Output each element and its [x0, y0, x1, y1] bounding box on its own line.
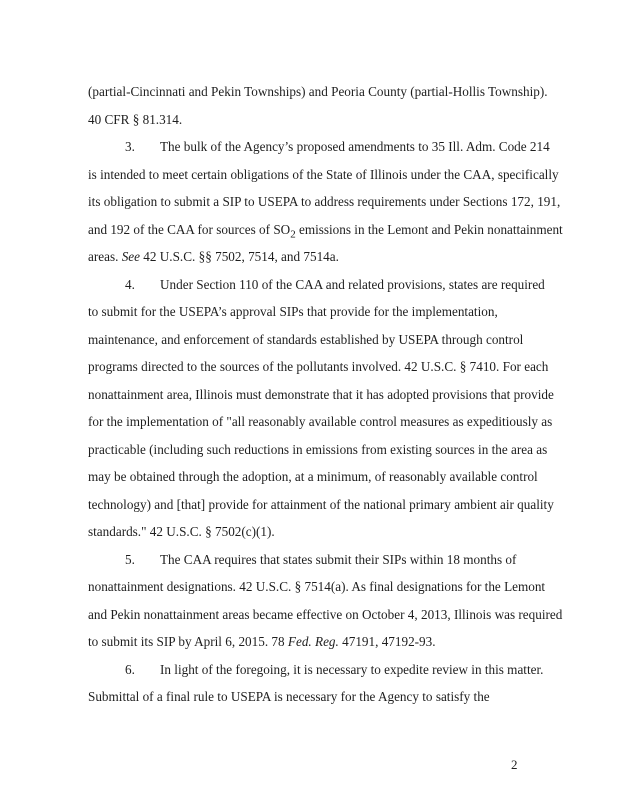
text-line — [88, 83, 548, 111]
text-line — [88, 331, 528, 359]
line-text: standards." 42 U.S.C. § 7502(c)(1). — [88, 524, 275, 539]
line-text: to submit for the USEPA’s approval SIPs that provide for the implementation, — [88, 304, 498, 319]
line-text: nonattainment designations. 42 U.S.C. § 7514(a). As final designations for the Lemont — [88, 579, 546, 594]
text-line — [88, 606, 563, 634]
line-text: (partial-Cincinnati and Pekin Townships) and Peoria County (partial-Hollis Township). — [88, 84, 548, 99]
paragraph-start-line — [88, 138, 550, 166]
line-text: to submit its SIP by April 6, 2015. 78 — [88, 634, 288, 649]
text-line — [88, 303, 528, 331]
paragraph-start-line — [88, 551, 528, 579]
text-line — [88, 166, 559, 194]
line-text: may be obtained through the adoption, at a minimum, of reasonably available control — [88, 469, 538, 484]
line-text: and 192 of the CAA for sources of SO — [88, 221, 291, 237]
line-text: In light of the foregoing, it is necessary to expedite review in this matter. — [160, 661, 544, 677]
line-text: and Pekin nonattainment areas became effective on October 4, 2013, Illinois was required — [88, 606, 563, 622]
text-line — [88, 413, 553, 441]
line-text: nonattainment area, Illinois must demonstrate that it has adopted provisions that provide — [88, 386, 554, 402]
text-line — [88, 523, 528, 551]
line-text: 42 U.S.C. §§ 7502, 7514, and 7514a. — [140, 249, 339, 264]
text-line — [88, 358, 549, 386]
paragraph-number: 6. — [125, 661, 135, 677]
text-line — [88, 111, 528, 139]
text-line — [88, 633, 528, 661]
paragraph-start-line — [88, 661, 544, 689]
line-text: for the implementation of "all reasonably available control measures as expeditiously as — [88, 414, 553, 429]
body-text — [88, 83, 563, 716]
text-line — [88, 578, 546, 606]
text-line — [88, 441, 548, 469]
line-text: Under Section 110 of the CAA and related provisions, states are required — [160, 276, 545, 292]
italic-citation: See — [121, 249, 140, 264]
line-text: maintenance, and enforcement of standards established by USEPA through control — [88, 331, 524, 347]
text-line — [88, 468, 538, 496]
text-line — [88, 193, 561, 221]
line-text: Submittal of a final rule to USEPA is necessary for the Agency to satisfy the — [88, 689, 490, 704]
line-text: technology) and [that] provide for attainment of the national primary ambient air quality — [88, 496, 554, 512]
italic-citation: Fed. Reg. — [287, 634, 339, 649]
paragraph-number: 4. — [125, 276, 135, 292]
line-text: areas. — [88, 249, 122, 264]
subscript: 2 — [290, 228, 296, 241]
text-line — [88, 248, 528, 276]
line-text: 47191, 47192-93. — [338, 634, 436, 649]
line-text: The bulk of the Agency’s proposed amendments to 35 Ill. Adm. Code 214 — [160, 139, 550, 154]
line-text: programs directed to the sources of the pollutants involved. 42 U.S.C. § 7410. For each — [88, 359, 549, 374]
line-text: emissions in the Lemont and Pekin nonattainment — [295, 221, 563, 237]
paragraph-start-line — [88, 276, 545, 304]
page-number: 2 — [511, 757, 518, 772]
line-text: practicable (including such reductions in emissions from existing sources in the area as — [88, 441, 548, 457]
line-text: The CAA requires that states submit their SIPs within 18 months of — [160, 551, 517, 567]
text-line — [88, 221, 563, 249]
line-text: is intended to meet certain obligations of the State of Illinois under the CAA, specifically — [88, 166, 559, 182]
line-text: its obligation to submit a SIP to USEPA to address requirements under Sections 172, 191, — [88, 194, 561, 209]
text-line — [88, 386, 554, 414]
line-text: 40 CFR § 81.314. — [88, 111, 183, 127]
text-line — [88, 688, 528, 716]
paragraph-number: 5. — [125, 551, 135, 567]
paragraph-number: 3. — [125, 139, 135, 154]
text-line — [88, 496, 554, 524]
